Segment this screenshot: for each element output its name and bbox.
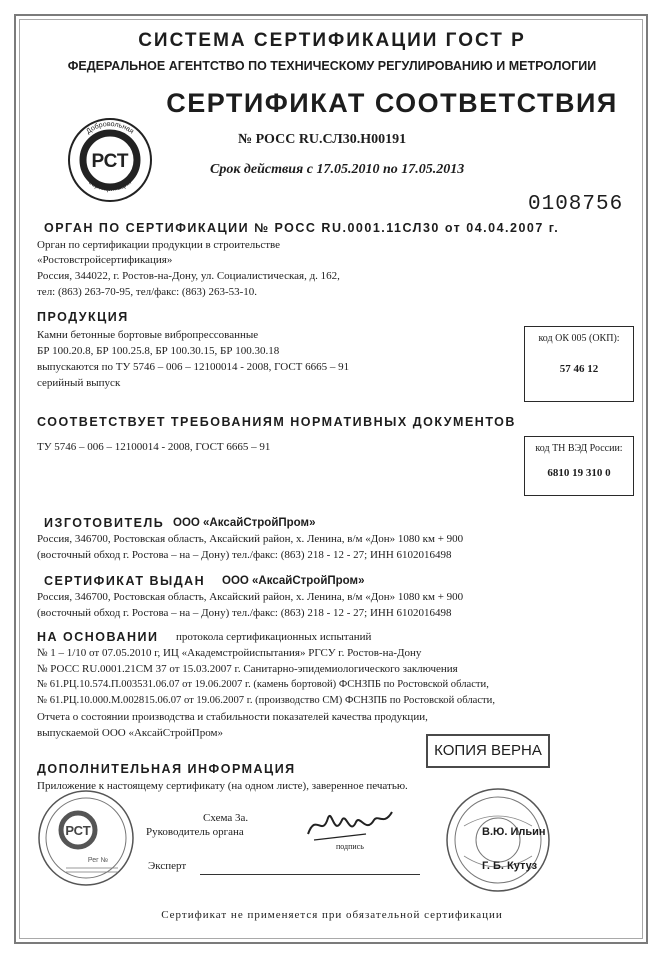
system-heading: СИСТЕМА СЕРТИФИКАЦИИ ГОСТ Р — [138, 30, 526, 51]
logo-text-bottom: сертификация — [87, 178, 133, 194]
issued-name: ООО «АксайСтройПром» — [222, 575, 365, 587]
basis-first: протокола сертификационных испытаний — [176, 631, 372, 643]
basis-line-4: № 61.РЦ.10.000.М.002815.06.07 от 19.06.2007 г. (производство СМ) ФСНЗПБ по Ростовской области, — [37, 695, 495, 706]
manufacturer-address-2: (восточный обход г. Ростова – на – Дону) тел./факс: (863) 218 - 12 - 27; ИНН 6102016498 — [37, 549, 452, 561]
organ-line-4: тел: (863) 263-70-95, тел/факс: (863) 263-53-10. — [37, 286, 258, 298]
left-seal-icon — [36, 788, 136, 888]
validity-period: Срок действия с 17.05.2010 по 17.05.2013 — [210, 162, 465, 177]
left-seal-mark: РСТ — [65, 823, 91, 838]
additional-line: Приложение к настоящему сертификату (на одном листе), заверенное печатью. — [37, 780, 408, 792]
manufacturer-address-1: Россия, 346700, Ростовская область, Аксайский район, х. Ленина, в/м «Дон» 1080 км + 900 — [37, 533, 464, 545]
certificate-title: СЕРТИФИКАТ СООТВЕТСТВИЯ — [166, 88, 618, 118]
copy-verified-stamp: КОПИЯ ВЕРНА — [426, 734, 550, 768]
logo-text-top: Добровольная — [85, 120, 135, 136]
basis-line-6: выпускаемой ООО «АксайСтройПром» — [37, 727, 223, 739]
product-line-3: выпускаются по ТУ 5746 – 006 – 12100014 - 2008, ГОСТ 6665 – 91 — [37, 361, 350, 373]
additional-heading: ДОПОЛНИТЕЛЬНАЯ ИНФОРМАЦИЯ — [37, 762, 296, 776]
issued-address-2: (восточный обход г. Ростова – на – Дону) тел./факс: (863) 218 - 12 - 27; ИНН 6102016498 — [37, 607, 452, 619]
tnved-value: 6810 19 310 0 — [547, 467, 611, 479]
organ-line-2: «Ростовстройсертификация» — [37, 254, 173, 266]
certificate-number: № РОСС RU.СЛ30.Н00191 — [238, 132, 407, 147]
manufacturer-heading: ИЗГОТОВИТЕЛЬ — [44, 516, 165, 530]
basis-line-1: № 1 – 1/10 от 07.05.2010 г, ИЦ «Академстройиспытания» РГСУ г. Ростов-на-Дону — [37, 647, 422, 659]
basis-line-3: № 61.РЦ.10.574.П.003531.06.07 от 19.06.2007 г. (камень бортовой) ФСНЗПБ по Ростовской области, — [37, 679, 489, 690]
organ-heading: ОРГАН ПО СЕРТИФИКАЦИИ № РОСС RU.0001.11СЛ30 от 04.04.2007 г. — [44, 221, 560, 235]
okp-value: 57 46 12 — [559, 363, 599, 375]
basis-line-2: № РОСС RU.0001.21СМ 37 от 15.03.2007 г. Санитарно-эпидемиологического заключения — [37, 663, 458, 675]
rst-logo-icon — [66, 116, 154, 204]
okp-code-box — [524, 326, 634, 402]
product-heading: ПРОДУКЦИЯ — [37, 310, 129, 324]
tnved-code-box — [524, 436, 634, 496]
conformity-heading: СООТВЕТСТВУЕТ ТРЕБОВАНИЯМ НОРМАТИВНЫХ ДОКУМЕНТОВ — [37, 415, 516, 429]
head-name: В.Ю. Ильин — [482, 826, 546, 838]
head-signature-label: Руководитель органа — [146, 826, 244, 838]
right-seal-icon — [444, 786, 552, 894]
okp-label: код ОК 005 (ОКП): — [538, 333, 620, 344]
issued-address-1: Россия, 346700, Ростовская область, Аксайский район, х. Ленина, в/м «Дон» 1080 км + 900 — [37, 591, 464, 603]
product-line-2: БР 100.20.8, БР 100.25.8, БР 100.30.15, БР 100.30.18 — [37, 345, 280, 357]
basis-line-5: Отчета о состоянии производства и стабильности показателей качества продукции, — [37, 711, 428, 723]
product-line-1: Камни бетонные бортовые вибропрессованные — [37, 329, 259, 341]
head-signature-sub: подпись — [336, 842, 364, 851]
issued-heading: СЕРТИФИКАТ ВЫДАН — [44, 574, 206, 588]
logo-mark: РСТ — [91, 151, 129, 172]
organ-line-3: Россия, 344022, г. Ростов-на-Дону, ул. Социалистическая, д. 162, — [37, 270, 340, 282]
basis-heading: НА ОСНОВАНИИ — [37, 630, 159, 644]
expert-name: Г. Б. Кутуз — [482, 860, 538, 872]
expert-signature-line — [200, 874, 420, 875]
agency-heading: ФЕДЕРАЛЬНОЕ АГЕНТСТВО ПО ТЕХНИЧЕСКОМУ РЕГУЛИРОВАНИЮ И МЕТРОЛОГИИ — [67, 59, 597, 73]
organ-line-1: Орган по сертификации продукции в строительстве — [37, 239, 281, 251]
manufacturer-name: ООО «АксайСтройПром» — [173, 517, 316, 529]
left-seal-caption: Рег № — [87, 857, 109, 864]
expert-label: Эксперт — [148, 860, 187, 872]
tnved-label: код ТН ВЭД России: — [535, 443, 623, 454]
serial-number: 0108756 — [528, 193, 624, 216]
head-signature-icon — [306, 804, 396, 846]
product-line-4: серийный выпуск — [37, 377, 121, 389]
footer-note: Сертификат не применяется при обязательной сертификации — [161, 909, 503, 921]
scheme-label: Схема 3а. — [203, 812, 249, 824]
conformity-line: ТУ 5746 – 006 – 12100014 - 2008, ГОСТ 6665 – 91 — [37, 441, 271, 453]
